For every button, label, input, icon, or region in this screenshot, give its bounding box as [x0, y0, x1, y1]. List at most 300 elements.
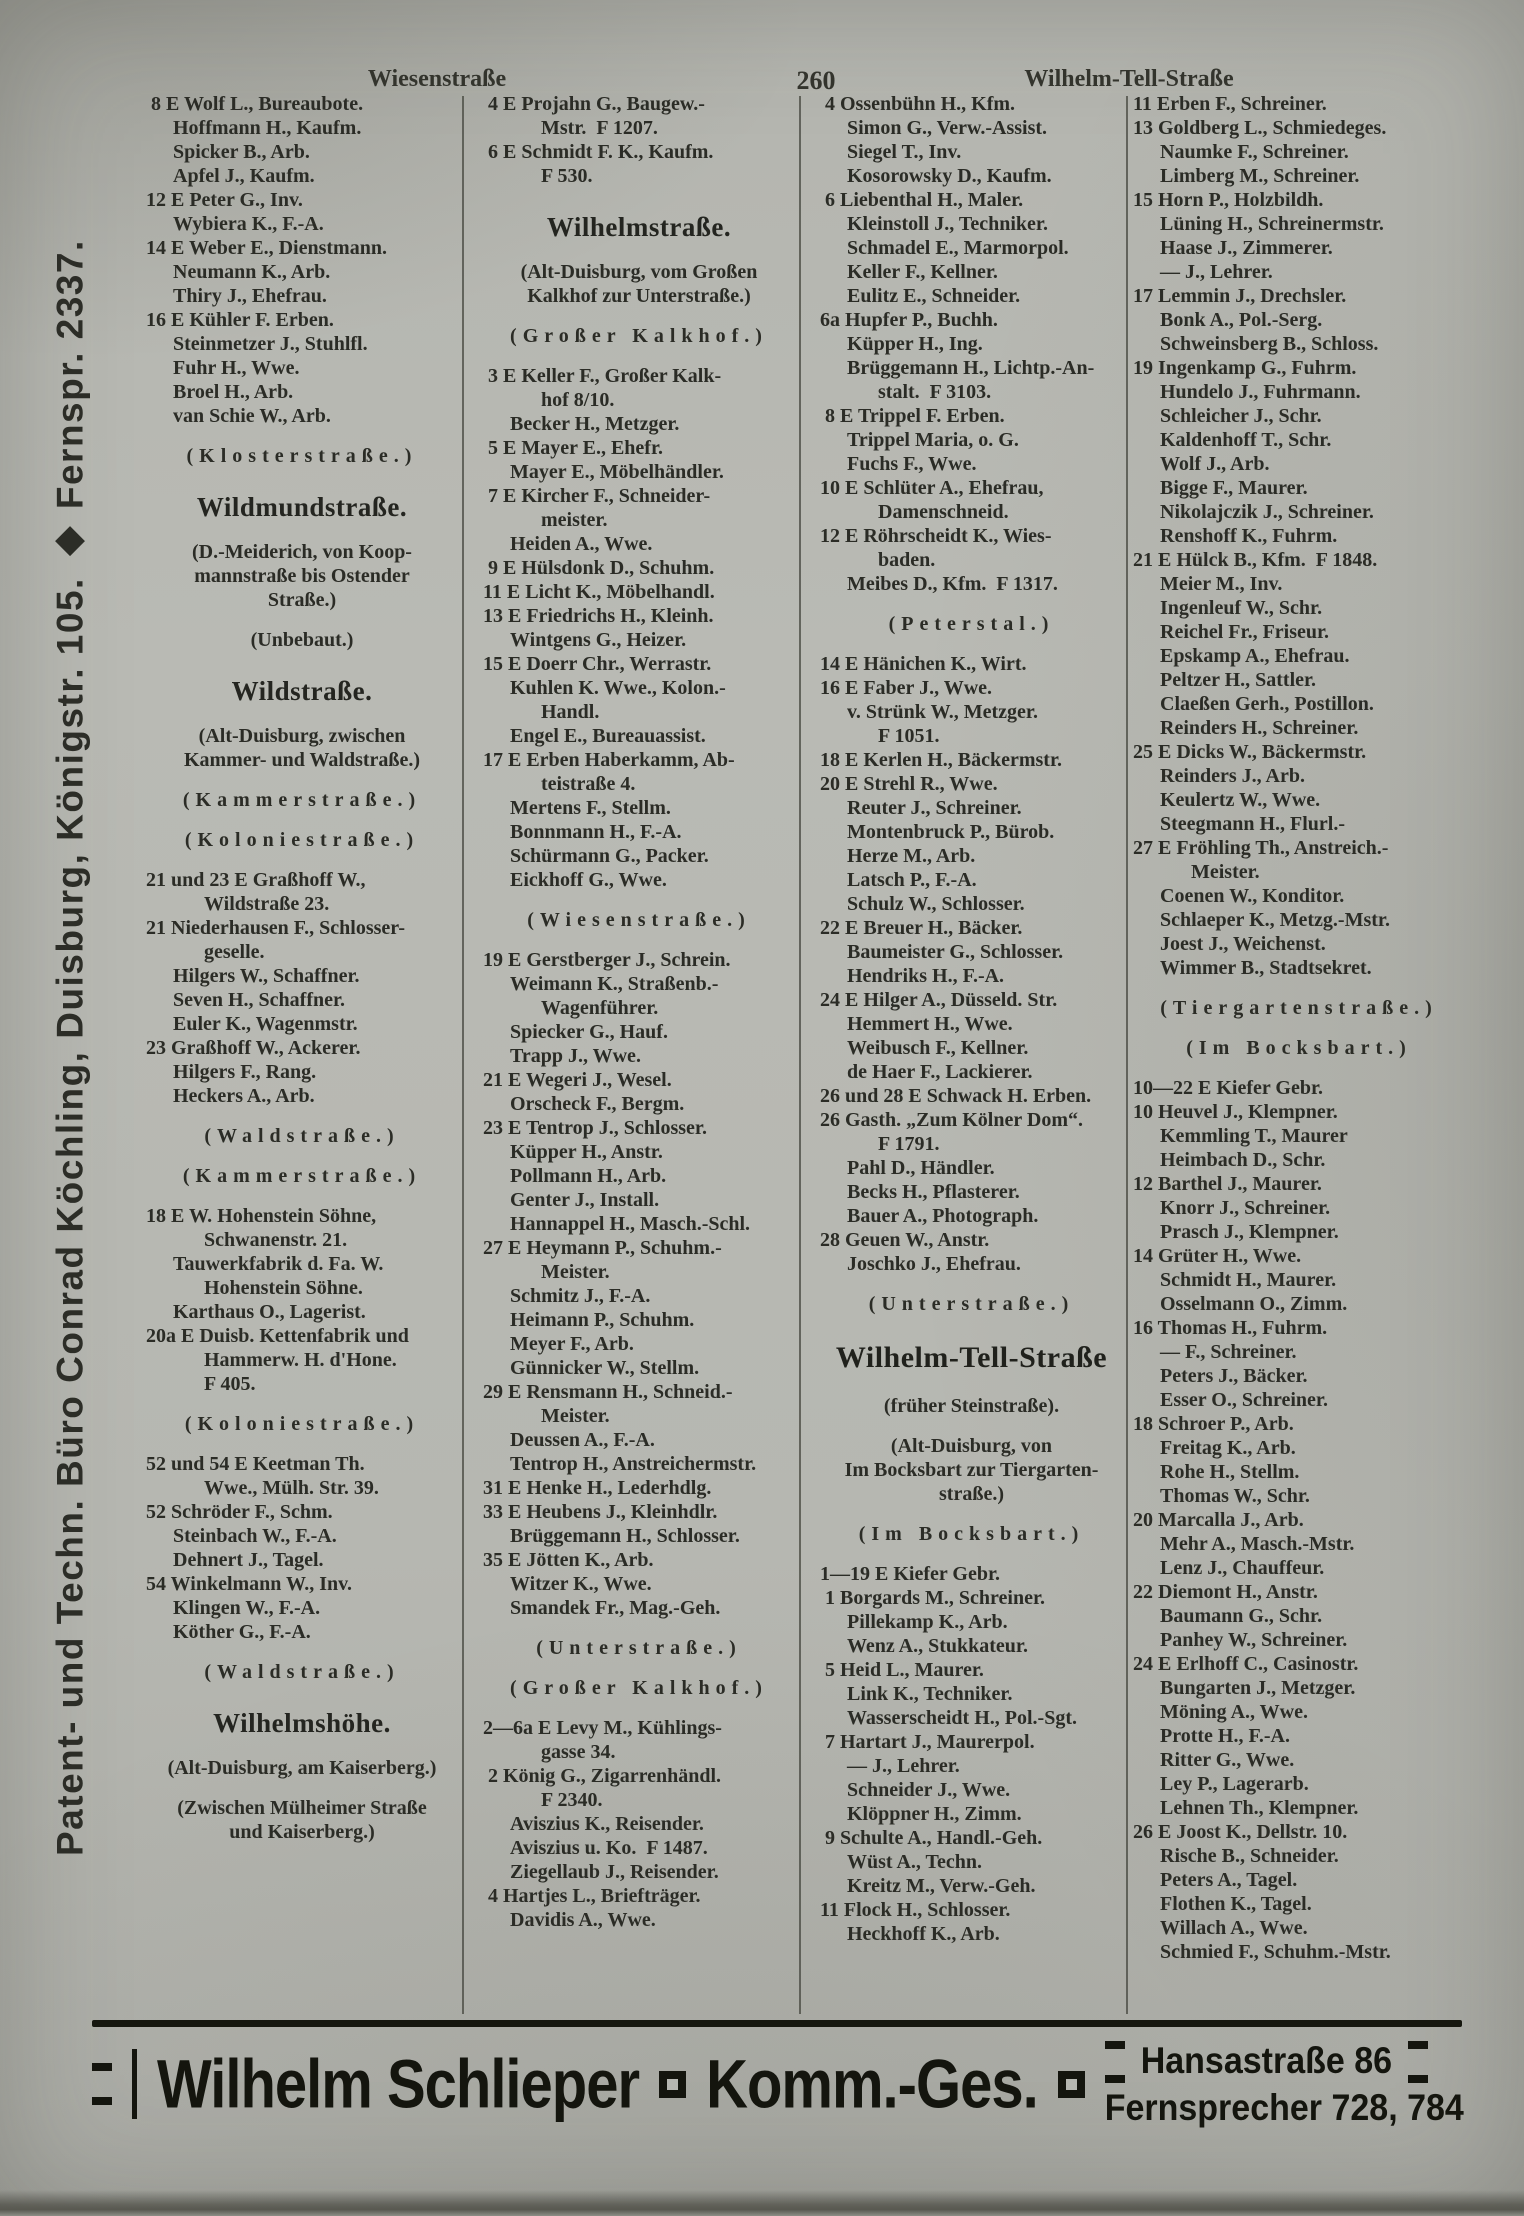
directory-entry-line: Keulertz W., Wwe. [1160, 789, 1321, 811]
advert-company-name: Wilhelm Schlieper [157, 2045, 640, 2123]
directory-entry-line: 13 E Friedrichs H., Kleinh. [483, 605, 714, 627]
directory-entry-line: Witzer K., Wwe. [510, 1573, 652, 1595]
directory-entry-line: Wimmer B., Stadtsekret. [1160, 957, 1372, 979]
directory-entry-line: (Unbebaut.) [250, 629, 354, 651]
directory-entry-line: 23 E Tentrop J., Schlosser. [483, 1117, 707, 1139]
directory-entry-line: 7 E Kircher F., Schneider- [483, 485, 711, 507]
directory-entry-line: 33 E Heubens J., Kleinhdlr. [483, 1501, 718, 1523]
banner-dash-ornament [1105, 2041, 1125, 2083]
directory-entry-line: 11 E Licht K., Möbelhandl. [483, 581, 715, 603]
advert-phone: Fernsprecher 728, 784 [1104, 2086, 1464, 2129]
directory-entry-line: Fuchs F., Wwe. [847, 453, 977, 475]
directory-entry-line: Link K., Techniker. [847, 1683, 1013, 1705]
directory-entry-line: Steinmetzer J., Stuhlfl. [173, 333, 368, 355]
directory-entry-line: Wilhelmstraße. [546, 212, 732, 242]
directory-entry-line: Becks H., Pflasterer. [847, 1181, 1020, 1203]
directory-entry-line: Keller F., Kellner. [847, 261, 998, 283]
directory-entry-line: Weimann K., Straßenb.- [510, 973, 719, 995]
directory-entry-line: 14 E Hänichen K., Wirt. [820, 653, 1027, 675]
directory-entry-line: Latsch P., F.-A. [847, 869, 977, 891]
directory-entry-line: 12 E Peter G., Inv. [146, 189, 303, 211]
directory-entry-line: Joschko J., Ehefrau. [847, 1253, 1021, 1275]
directory-entry-line: 26 und 28 E Schwack H. Erben. [820, 1085, 1092, 1107]
directory-entry-line: Meier M., Inv. [1160, 573, 1283, 595]
directory-entry-line: Schmadel E., Marmorpol. [847, 237, 1069, 259]
directory-entry-line: Kemmling T., Maurer [1160, 1125, 1348, 1147]
directory-entry-line: Peters J., Bäcker. [1160, 1365, 1308, 1387]
margin-advert-vertical: Patent- und Techn. Büro Conrad Köchling, Duisburg, Königstr. 105. ◆ Fernspr. 2337. [49, 239, 91, 1857]
banner-dash-ornament [92, 2063, 112, 2105]
directory-entry-line: v. Strünk W., Metzger. [847, 701, 1038, 723]
advert-contact-block [1105, 2041, 1464, 2128]
directory-entry-line: (Koloniestraße.) [184, 1413, 420, 1435]
directory-entry-line: Möning A., Wwe. [1160, 1701, 1308, 1723]
directory-entry-line: Spiecker G., Hauf. [510, 1021, 668, 1043]
directory-entry-line: Broel H., Arb. [173, 381, 294, 403]
directory-entry-line: Haase J., Zimmerer. [1160, 237, 1333, 259]
directory-entry-line: Tentrop H., Anstreichermstr. [510, 1453, 757, 1475]
directory-entry-line: Hilgers W., Schaffner. [173, 965, 360, 987]
directory-entry-line: Wildmundstraße. [196, 492, 408, 522]
directory-entry-line: Becker H., Metzger. [510, 413, 680, 435]
directory-entry-line: 6 E Schmidt F. K., Kaufm. [483, 141, 714, 163]
directory-entry-line: 35 E Jötten K., Arb. [483, 1549, 654, 1571]
directory-entry-line: 6 Liebenthal H., Maler. [820, 189, 1024, 211]
directory-entry-line: Wildstraße. [231, 676, 373, 706]
page-number: 260 [796, 66, 836, 95]
directory-entry-line: Peters A., Tagel. [1160, 1869, 1298, 1891]
directory-entry-line: 11 Flock H., Schlosser. [820, 1899, 1011, 1921]
directory-entry-line: 10 E Schlüter A., Ehefrau, [820, 477, 1044, 499]
directory-entry-line: Schleicher J., Schr. [1160, 405, 1322, 427]
directory-entry-line: 18 Schroer P., Arb. [1133, 1413, 1294, 1435]
directory-entry-line: Hundelo J., Fuhrmann. [1160, 381, 1361, 403]
directory-entry-line: Heiden A., Wwe. [510, 533, 653, 555]
directory-entry-line: 22 Diemont H., Anstr. [1133, 1581, 1318, 1603]
directory-entry-line: Straße.) [267, 589, 337, 611]
directory-entry-line: Kalkhof zur Unterstraße.) [527, 285, 751, 307]
directory-entry-line: Eickhoff G., Wwe. [510, 869, 667, 891]
directory-entry-line: 10 Heuvel J., Klempner. [1133, 1101, 1338, 1123]
directory-entry-line: Wolf J., Arb. [1160, 453, 1270, 475]
directory-entry-line: Schneider J., Wwe. [847, 1779, 1011, 1801]
directory-entry-line: Schürmann G., Packer. [510, 845, 709, 867]
directory-entry-line: Engel E., Bureauassist. [510, 725, 706, 747]
directory-entry-line: Prasch J., Klempner. [1160, 1221, 1339, 1243]
directory-entry-line: Meister. [541, 1261, 610, 1283]
square-ornament-icon [659, 2071, 686, 2098]
directory-entry-line: (Wiesenstraße.) [527, 909, 751, 931]
directory-entry-line: Baumann G., Schr. [1160, 1605, 1323, 1627]
directory-entry-line: Heckhoff K., Arb. [847, 1923, 1000, 1945]
running-head-left: Wiesenstraße [367, 66, 507, 92]
directory-entry-line: Meyer F., Arb. [510, 1333, 634, 1355]
advert-company-type: Komm.-Ges. [706, 2045, 1038, 2123]
directory-entry-line: 24 E Erlhoff C., Casinostr. [1133, 1653, 1359, 1675]
directory-entry-line: Euler K., Wagenmstr. [173, 1013, 358, 1035]
directory-entry-line: Tauwerkfabrik d. Fa. W. [173, 1253, 384, 1275]
directory-entry-line: Bigge F., Maurer. [1160, 477, 1308, 499]
directory-entry-line: de Haer F., Lackierer. [847, 1061, 1033, 1083]
directory-entry-line: 52 Schröder F., Schm. [146, 1501, 333, 1523]
directory-entry-line: Wilhelm-Tell-Straße [835, 1341, 1108, 1374]
directory-entry-line: Kleinstoll J., Techniker. [847, 213, 1048, 235]
directory-entry-line: Schmidt H., Maurer. [1160, 1269, 1337, 1291]
directory-entry-line: 54 Winkelmann W., Inv. [146, 1573, 353, 1595]
directory-entry-line: Schmied F., Schuhm.-Mstr. [1160, 1941, 1391, 1963]
directory-entry-line: Eulitz E., Schneider. [847, 285, 1021, 307]
directory-entry-line: Meister. [1191, 861, 1260, 883]
directory-entry-line: Weibusch F., Kellner. [847, 1037, 1029, 1059]
directory-entry-line: Epskamp A., Ehefrau. [1160, 645, 1350, 667]
directory-entry-line: Brüggemann H., Lichtp.-An- [847, 357, 1095, 379]
directory-entry-line: Wwe., Mülh. Str. 39. [204, 1477, 379, 1499]
directory-entry-line: 17 E Erben Haberkamm, Ab- [483, 749, 735, 771]
directory-entry-line: 13 Goldberg L., Schmiedeges. [1133, 117, 1387, 139]
directory-entry-line: Günnicker W., Stellm. [510, 1357, 700, 1379]
directory-entry-line: Herze M., Arb. [847, 845, 976, 867]
directory-entry-line: 1 Borgards M., Schreiner. [820, 1587, 1045, 1609]
directory-entry-line: 4 Hartjes L., Briefträger. [483, 1885, 701, 1907]
directory-entry-line: 21 E Wegeri J., Wesel. [483, 1069, 672, 1091]
directory-entry-line: Heimann P., Schuhm. [510, 1309, 695, 1331]
directory-entry-line: Mayer E., Möbelhändler. [510, 461, 724, 483]
directory-entry-line: 15 Horn P., Holzbildh. [1133, 189, 1324, 211]
directory-entry-line: Lehnen Th., Klempner. [1160, 1797, 1359, 1819]
directory-entry-line: Renshoff K., Fuhrm. [1160, 525, 1338, 547]
directory-entry-line: Wintgens G., Heizer. [510, 629, 687, 651]
directory-entry-line: 11 Erben F., Schreiner. [1133, 93, 1327, 115]
directory-entry-line: — F., Schreiner. [1160, 1341, 1297, 1363]
directory-entry-line: 4 E Projahn G., Baugew.- [483, 93, 705, 115]
directory-entry-line: Reichel Fr., Friseur. [1160, 621, 1330, 643]
directory-entry-line: 18 E Kerlen H., Bäckermstr. [820, 749, 1063, 771]
directory-entry-line: Thiry J., Ehefrau. [173, 285, 327, 307]
directory-entry-line: 19 E Gerstberger J., Schrein. [483, 949, 731, 971]
directory-entry-line: 29 E Rensmann H., Schneid.- [483, 1381, 733, 1403]
directory-entry-line: Hilgers F., Rang. [173, 1061, 317, 1083]
directory-entry-line: Trippel Maria, o. G. [847, 429, 1019, 451]
directory-entry-line: Osselmann O., Zimm. [1160, 1293, 1348, 1315]
directory-entry-line: (Alt-Duisburg, am Kaiserberg.) [167, 1757, 437, 1779]
directory-entry-line: 6a Hupfer P., Buchh. [820, 309, 998, 331]
directory-entry-line: 3 E Keller F., Großer Kalk- [483, 365, 722, 387]
directory-entry-line: Pillekamp K., Arb. [847, 1611, 1008, 1633]
directory-entry-line: (Großer Kalkhof.) [510, 1677, 768, 1699]
directory-entry-line: (Waldstraße.) [204, 1661, 400, 1683]
directory-entry-line: (Tiergartenstraße.) [1160, 997, 1438, 1019]
banner-dash-ornament [1408, 2041, 1428, 2083]
directory-column-3 [820, 92, 1123, 2017]
directory-entry-line: Kreitz M., Verw.-Geh. [847, 1875, 1036, 1897]
directory-entry-line: Spicker B., Arb. [173, 141, 310, 163]
directory-entry-line: F 530. [541, 165, 593, 187]
bottom-advert-banner [92, 2030, 1462, 2138]
directory-entry-line: Steinbach W., F.-A. [173, 1525, 337, 1547]
directory-entry-line: Davidis A., Wwe. [510, 1909, 656, 1931]
directory-entry-line: 8 E Wolf L., Bureaubote. [146, 93, 364, 115]
directory-entry-line: (Kammerstraße.) [182, 1165, 422, 1187]
directory-entry-line: Wasserscheidt H., Pol.-Sgt. [847, 1707, 1077, 1729]
directory-entry-line: Pollmann H., Arb. [510, 1165, 667, 1187]
directory-entry-line: (Zwischen Mülheimer Straße [177, 1797, 427, 1819]
directory-entry-line: 4 Ossenbühn H., Kfm. [820, 93, 1016, 115]
directory-entry-line: Montenbruck P., Bürob. [847, 821, 1055, 843]
directory-entry-line: Reuter J., Schreiner. [847, 797, 1022, 819]
directory-entry-line: Handl. [541, 701, 600, 723]
directory-entry-line: 21 E Hülck B., Kfm. F 1848. [1133, 549, 1378, 571]
directory-entry-line: Mehr A., Masch.-Mstr. [1160, 1533, 1355, 1555]
directory-entry-line: (Alt-Duisburg, von [890, 1435, 1053, 1457]
column-divider [799, 96, 801, 2014]
directory-entry-line: 27 E Fröhling Th., Anstreich.- [1133, 837, 1389, 859]
directory-entry-line: (früher Steinstraße). [883, 1395, 1060, 1417]
directory-entry-line: Meister. [541, 1405, 610, 1427]
directory-entry-line: (Alt-Duisburg, zwischen [198, 725, 406, 747]
directory-entry-line: 23 Graßhoff W., Ackerer. [146, 1037, 361, 1059]
directory-entry-line: Nikolajczik J., Schreiner. [1160, 501, 1374, 523]
square-ornament-icon [1058, 2071, 1085, 2098]
directory-entry-line: straße.) [939, 1483, 1004, 1505]
directory-entry-line: Bauer A., Photograph. [847, 1205, 1039, 1227]
directory-entry-line: 22 E Breuer H., Bäcker. [820, 917, 1023, 939]
directory-entry-line: Heimbach D., Schr. [1160, 1149, 1326, 1171]
directory-entry-line: Mertens F., Stellm. [510, 797, 671, 819]
directory-entry-line: Klingen W., F.-A. [173, 1597, 321, 1619]
running-head-right: Wilhelm-Tell-Straße [1024, 66, 1234, 92]
directory-entry-line: 9 E Hülsdonk D., Schuhm. [483, 557, 715, 579]
directory-entry-line: Claeßen Gerh., Postillon. [1160, 693, 1374, 715]
directory-entry-line: Fuhr H., Wwe. [173, 357, 300, 379]
directory-entry-line: Ziegellaub J., Reisender. [510, 1861, 719, 1883]
directory-entry-line: 52 und 54 E Keetman Th. [146, 1453, 365, 1475]
directory-entry-line: F 405. [204, 1373, 256, 1395]
directory-entry-line: Hoffmann H., Kaufm. [173, 117, 362, 139]
directory-entry-line: Flothen K., Tagel. [1160, 1893, 1312, 1915]
directory-entry-line: Hemmert H., Wwe. [847, 1013, 1013, 1035]
directory-entry-line: 15 E Doerr Chr., Werrastr. [483, 653, 712, 675]
directory-entry-line: 16 E Faber J., Wwe. [820, 677, 993, 699]
directory-entry-line: (Waldstraße.) [204, 1125, 400, 1147]
directory-entry-line: — J., Lehrer. [847, 1755, 960, 1777]
directory-entry-line: Deussen A., F.-A. [510, 1429, 655, 1451]
directory-entry-line: Lüning H., Schreinermstr. [1160, 213, 1384, 235]
directory-entry-line: Wildstraße 23. [204, 893, 330, 915]
directory-entry-line: Im Bocksbart zur Tiergarten- [844, 1459, 1099, 1481]
directory-entry-line: Naumke F., Schreiner. [1160, 141, 1349, 163]
directory-entry-line: Brüggemann H., Schlosser. [510, 1525, 740, 1547]
directory-entry-line: F 1791. [878, 1133, 940, 1155]
directory-entry-line: Bonnmann H., F.-A. [510, 821, 682, 843]
directory-entry-line: Schweinsberg B., Schloss. [1160, 333, 1379, 355]
directory-entry-line: 8 E Trippel F. Erben. [820, 405, 1005, 427]
directory-column-2 [483, 92, 795, 2017]
directory-entry-line: 12 E Röhrscheidt K., Wies- [820, 525, 1052, 547]
directory-entry-line: Kammer- und Waldstraße.) [183, 749, 421, 771]
directory-entry-line: 18 E W. Hohenstein Söhne, [146, 1205, 377, 1227]
directory-entry-line: 28 Geuen W., Anstr. [820, 1229, 990, 1251]
directory-entry-line: Pahl D., Händler. [847, 1157, 995, 1179]
directory-entry-line: Siegel T., Inv. [847, 141, 962, 163]
directory-entry-line: — J., Lehrer. [1160, 261, 1273, 283]
directory-entry-line: Protte H., F.-A. [1160, 1725, 1290, 1747]
directory-entry-line: Willach A., Wwe. [1160, 1917, 1308, 1939]
directory-entry-line: Steegmann H., Flurl.- [1160, 813, 1345, 835]
directory-entry-line: 24 E Hilger A., Düsseld. Str. [820, 989, 1058, 1011]
directory-entry-line: Meibes D., Kfm. F 1317. [847, 573, 1058, 595]
directory-entry-line: Smandek Fr., Mag.-Geh. [510, 1597, 721, 1619]
directory-entry-line: Trapp J., Wwe. [510, 1045, 641, 1067]
directory-entry-line: 14 E Weber E., Dienstmann. [146, 237, 387, 259]
directory-entry-line: 2 König G., Zigarrenhändl. [483, 1765, 722, 1787]
directory-entry-line: 20a E Duisb. Kettenfabrik und [146, 1325, 409, 1347]
directory-entry-line: 20 Marcalla J., Arb. [1133, 1509, 1304, 1531]
directory-entry-line: 31 E Henke H., Lederhdlg. [483, 1477, 712, 1499]
directory-entry-line: (Im Bocksbart.) [1186, 1037, 1412, 1059]
directory-entry-line: Hammerw. H. d'Hone. [204, 1349, 397, 1371]
directory-entry-line: 10—22 E Kiefer Gebr. [1133, 1077, 1323, 1099]
directory-entry-line: 7 Hartart J., Maurerpol. [820, 1731, 1035, 1753]
directory-entry-line: gasse 34. [541, 1741, 616, 1763]
directory-entry-line: Kaldenhoff T., Schr. [1160, 429, 1332, 451]
directory-entry-line: 9 Schulte A., Handl.-Geh. [820, 1827, 1043, 1849]
directory-entry-line: Baumeister G., Schlosser. [847, 941, 1064, 963]
directory-entry-line: hof 8/10. [541, 389, 615, 411]
directory-entry-line: Reinders J., Arb. [1160, 765, 1305, 787]
directory-entry-line: 14 Grüter H., Wwe. [1133, 1245, 1302, 1267]
directory-entry-line: und Kaiserberg.) [229, 1821, 375, 1843]
directory-entry-line: 25 E Dicks W., Bäckermstr. [1133, 741, 1367, 763]
directory-entry-line: van Schie W., Arb. [173, 405, 331, 427]
banner-top-rule [92, 2020, 1462, 2027]
directory-entry-line: 26 E Joost K., Dellstr. 10. [1133, 1821, 1348, 1843]
directory-entry-line: Apfel J., Kaufm. [173, 165, 315, 187]
directory-entry-line: (Koloniestraße.) [184, 829, 420, 851]
directory-entry-line: Wagenführer. [541, 997, 659, 1019]
directory-entry-line: 21 und 23 E Graßhoff W., [146, 869, 366, 891]
banner-vertical-bar [132, 2049, 137, 2119]
directory-entry-line: Aviszius u. Ko. F 1487. [510, 1837, 708, 1859]
directory-entry-line: Hannappel H., Masch.-Schl. [510, 1213, 751, 1235]
directory-entry-line: F 2340. [541, 1789, 603, 1811]
directory-entry-line: Küpper H., Ing. [847, 333, 983, 355]
directory-entry-line: Coenen W., Konditor. [1160, 885, 1345, 907]
column-divider [1126, 96, 1128, 2014]
directory-entry-line: 5 E Mayer E., Ehefr. [483, 437, 663, 459]
directory-entry-line: meister. [541, 509, 608, 531]
directory-entry-line: Klöppner H., Zimm. [847, 1803, 1022, 1825]
directory-entry-line: 26 Gasth. „Zum Kölner Dom“. [820, 1109, 1083, 1131]
directory-entry-line: Genter J., Install. [510, 1189, 660, 1211]
directory-entry-line: Wilhelmshöhe. [213, 1708, 391, 1738]
directory-entry-line: Bungarten J., Metzger. [1160, 1677, 1356, 1699]
column-divider [462, 96, 464, 2014]
directory-entry-line: 5 Heid L., Maurer. [820, 1659, 984, 1681]
directory-entry-line: (D.-Meiderich, von Koop- [192, 541, 412, 563]
directory-entry-line: Reinders H., Schreiner. [1160, 717, 1359, 739]
directory-entry-line: F 1051. [878, 725, 940, 747]
directory-entry-line: Orscheck F., Bergm. [510, 1093, 685, 1115]
directory-entry-line: stalt. F 3103. [878, 381, 992, 403]
directory-entry-line: Wüst A., Techn. [847, 1851, 983, 1873]
directory-entry-line: Ingenleuf W., Schr. [1160, 597, 1323, 619]
directory-entry-line: Rohe H., Stellm. [1160, 1461, 1300, 1483]
directory-entry-line: 27 E Heymann P., Schuhm.- [483, 1237, 722, 1259]
directory-entry-line: Aviszius K., Reisender. [510, 1813, 704, 1835]
directory-entry-line: Lenz J., Chauffeur. [1160, 1557, 1325, 1579]
directory-entry-line: Bonk A., Pol.-Serg. [1160, 309, 1323, 331]
directory-entry-line: (Alt-Duisburg, vom Großen [520, 261, 758, 283]
directory-entry-line: Dehnert J., Tagel. [173, 1549, 324, 1571]
directory-entry-line: (Großer Kalkhof.) [510, 325, 768, 347]
directory-entry-line: Esser O., Schreiner. [1160, 1389, 1328, 1411]
directory-entry-line: (Peterstal.) [888, 613, 1055, 635]
directory-entry-line: Damenschneid. [878, 501, 1009, 523]
directory-entry-line: Knorr J., Schreiner. [1160, 1197, 1331, 1219]
directory-entry-line: Schmitz J., F.-A. [510, 1285, 651, 1307]
directory-entry-line: Joest J., Weichenst. [1160, 933, 1326, 955]
directory-entry-line: 12 Barthel J., Maurer. [1133, 1173, 1322, 1195]
directory-entry-line: Rische B., Schneider. [1160, 1845, 1339, 1867]
directory-entry-line: 16 E Kühler F. Erben. [146, 309, 334, 331]
directory-entry-line: teistraße 4. [541, 773, 636, 795]
directory-entry-line: (Klosterstraße.) [186, 445, 418, 467]
directory-entry-line: Neumann K., Arb. [173, 261, 331, 283]
directory-entry-line: Hohenstein Söhne. [204, 1277, 363, 1299]
page-bottom-edge [0, 2190, 1524, 2216]
directory-entry-line: Kosorowsky D., Kaufm. [847, 165, 1052, 187]
directory-entry-line: Ritter G., Wwe. [1160, 1749, 1295, 1771]
directory-entry-line: 1—19 E Kiefer Gebr. [820, 1563, 1000, 1585]
directory-entry-line: (Unterstraße.) [536, 1637, 742, 1659]
directory-entry-line: Simon G., Verw.-Assist. [847, 117, 1048, 139]
directory-entry-line: 21 Niederhausen F., Schlosser- [146, 917, 406, 939]
directory-entry-line: baden. [878, 549, 936, 571]
directory-entry-line: 19 Ingenkamp G., Fuhrm. [1133, 357, 1357, 379]
directory-entry-line: 2—6a E Levy M., Kühlings- [483, 1717, 722, 1739]
directory-entry-line: Seven H., Schaffner. [173, 989, 346, 1011]
advert-address: Hansastraße 86 [1140, 2040, 1393, 2082]
directory-entry-line: Ley P., Lagerarb. [1160, 1773, 1309, 1795]
directory-entry-line: Kuhlen K. Wwe., Kolon.- [510, 677, 726, 699]
directory-entry-line: Freitag K., Arb. [1160, 1437, 1296, 1459]
directory-entry-line: (Unterstraße.) [868, 1293, 1075, 1315]
directory-entry-line: Thomas W., Schr. [1160, 1485, 1310, 1507]
directory-entry-line: Hendriks H., F.-A. [847, 965, 1005, 987]
directory-entry-line: mannstraße bis Ostender [194, 565, 410, 587]
directory-entry-line: Limberg M., Schreiner. [1160, 165, 1360, 187]
directory-entry-line: Wybiera K., F.-A. [173, 213, 324, 235]
directory-entry-line: Küpper H., Anstr. [510, 1141, 663, 1163]
directory-entry-line: Schwanenstr. 21. [204, 1229, 348, 1251]
directory-entry-line: Karthaus O., Lagerist. [173, 1301, 366, 1323]
directory-column-1 [146, 92, 458, 2017]
directory-entry-line: Panhey W., Schreiner. [1160, 1629, 1348, 1651]
directory-entry-line: 20 E Strehl R., Wwe. [820, 773, 998, 795]
directory-entry-line: (Kammerstraße.) [182, 789, 422, 811]
directory-entry-line: Peltzer H., Sattler. [1160, 669, 1317, 691]
directory-entry-line: 16 Thomas H., Fuhrm. [1133, 1317, 1328, 1339]
directory-entry-line: (Im Bocksbart.) [858, 1523, 1085, 1545]
directory-entry-line: Schlaeper K., Metzg.-Mstr. [1160, 909, 1390, 931]
directory-entry-line: Schulz W., Schlosser. [847, 893, 1025, 915]
directory-entry-line: Heckers A., Arb. [173, 1085, 315, 1107]
directory-entry-line: Mstr. F 1207. [541, 117, 658, 139]
directory-entry-line: geselle. [204, 941, 265, 963]
directory-entry-line: Wenz A., Stukkateur. [847, 1635, 1028, 1657]
directory-entry-line: Köther G., F.-A. [173, 1621, 311, 1643]
directory-entry-line: 17 Lemmin J., Drechsler. [1133, 285, 1347, 307]
